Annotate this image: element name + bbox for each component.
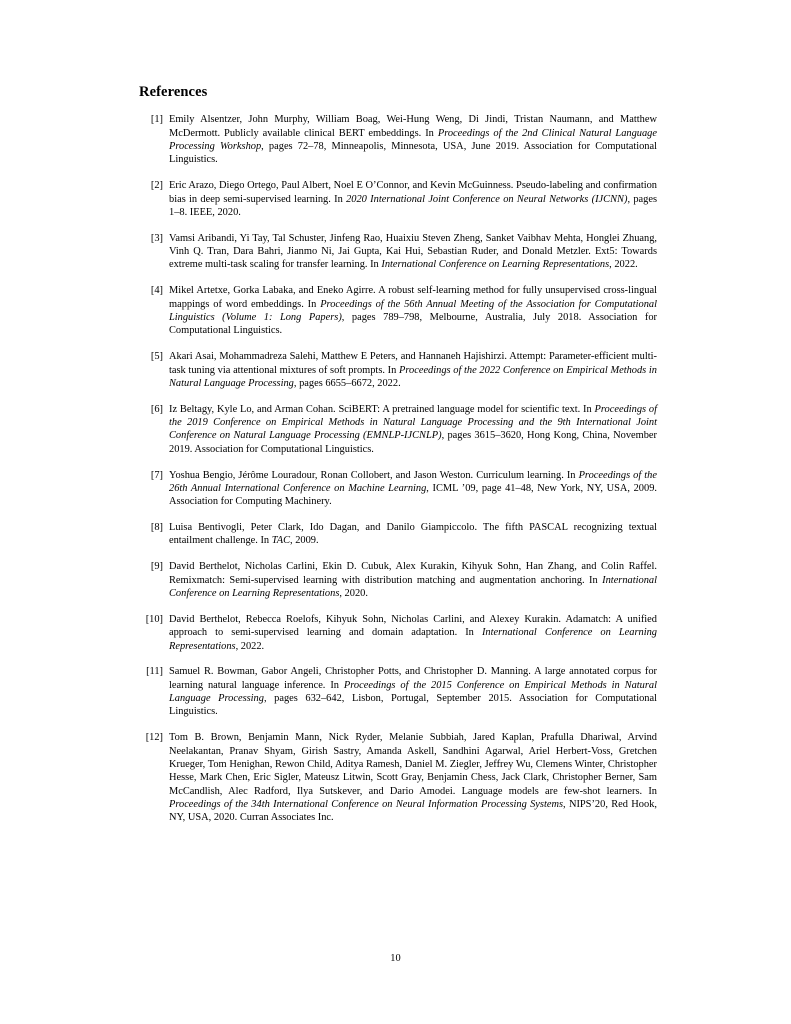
reference-entry — [139, 613, 657, 653]
reference-text — [169, 731, 657, 824]
reference-text — [169, 179, 657, 219]
reference-text-run: , pages 72–78, Minneapolis, Minnesota, USA, June 2019. Association for Computational Linguistics. — [169, 141, 657, 166]
reference-label: [11] — [146, 666, 163, 678]
reference-entry — [139, 665, 657, 718]
reference-text-run: Yoshua Bengio, Jérôme Louradour, Ronan Collobert, and Jason Weston. Curriculum learning. In — [169, 469, 579, 481]
reference-entry — [139, 560, 657, 600]
reference-venue: Proceedings of the 2015 Conference on Empirical Methods in Natural Language Processing — [169, 679, 657, 705]
reference-label: [12] — [145, 732, 163, 744]
reference-text — [169, 521, 657, 548]
reference-label: [10] — [145, 613, 163, 625]
reference-venue: TAC — [271, 535, 291, 547]
reference-text — [169, 469, 657, 509]
reference-venue: Proceedings of the 56th Annual Meeting of the Association for Computational Linguistics (Volume 1: Long Papers) — [169, 298, 658, 324]
references-list — [139, 113, 657, 824]
reference-label: [4] — [150, 285, 163, 297]
page-content — [139, 84, 657, 825]
reference-venue: Proceedings of the 34th International Conference on Neural Information Processing Systems — [169, 798, 564, 810]
reference-venue: International Conference on Learning Representations — [169, 574, 657, 600]
reference-text — [169, 350, 657, 390]
page-number: 10 — [390, 953, 401, 964]
reference-venue: International Conference on Learning Representations — [381, 259, 610, 271]
reference-text-run: Emily Alsentzer, John Murphy, William Boag, Wei-Hung Weng, Di Jindi, Tristan Naumann, and Matthew McDermott. Publicly available clinical BERT embeddings. In — [169, 114, 657, 139]
reference-text — [169, 403, 657, 456]
reference-text-run: , pages 789–798, Melbourne, Australia, July 2018. Association for Computational Linguistics. — [169, 312, 658, 337]
reference-text-run: , pages 632–642, Lisbon, Portugal, September 2015. Association for Computational Linguistics. — [169, 693, 657, 718]
reference-entry — [139, 403, 657, 456]
reference-label: [6] — [150, 403, 163, 415]
reference-text-run: , 2022. — [235, 640, 265, 652]
reference-text-run: , 2022. — [609, 259, 638, 271]
reference-venue: Proceedings of the 2022 Conference on Empirical Methods in Natural Language Processing — [169, 364, 658, 389]
reference-text-run: Mikel Artetxe, Gorka Labaka, and Eneko Agirre. A robust self-learning method for fully unsupervised cross-lingual mappings of word embeddings. In — [169, 285, 657, 310]
reference-label: [2] — [150, 180, 163, 192]
reference-label: [8] — [150, 522, 163, 534]
reference-text-run: Samuel R. Bowman, Gabor Angeli, Christopher Potts, and Christopher D. Manning. A large annotated corpus for learning natural language inference. In — [169, 666, 657, 691]
reference-text — [169, 613, 657, 653]
reference-venue: Proceedings of the 2019 Conference on Empirical Methods in Natural Language Processing and the 9th International Joint Conference on Natural Language Processing (EMNLP-IJCNLP) — [169, 403, 657, 442]
reference-text-run: , pages 6655–6672, 2022. — [293, 377, 401, 389]
reference-text-run: , pages 1–8. IEEE, 2020. — [169, 193, 657, 218]
reference-entry — [139, 469, 657, 509]
reference-entry — [139, 179, 657, 219]
reference-label: [1] — [150, 114, 163, 126]
reference-text — [169, 560, 657, 600]
reference-entry — [139, 284, 657, 337]
reference-entry — [139, 232, 657, 272]
reference-venue: International Conference on Learning Representations — [169, 627, 657, 652]
reference-text-run: Tom B. Brown, Benjamin Mann, Nick Ryder, Melanie Subbiah, Jared Kaplan, Prafulla Dhariwal, Arvind Neelakantan, Pranav Shyam, Girish Sastry, Amanda Askell, Sandhini Agarwal, Ariel Herbert-Voss, Gretchen Krueger, Tom Henighan, Rewon Child, Aditya Ramesh, Daniel M. Ziegler, Jeffrey Wu, Clemens Winter, Christopher Hesse, Mark Chen, Eric Sigler, Mateusz Litwin, Scott Gray, Benjamin Chess, Jack Clark, Christopher Berner, Sam McCandlish, Alec Radford, Ilya Sutskever, and Dario Amodei. Language models are few-shot learners. In — [169, 732, 657, 797]
reference-text-run: David Berthelot, Nicholas Carlini, Ekin D. Cubuk, Alex Kurakin, Kihyuk Sohn, Han Zhang, and Colin Raffel. Remixmatch: Semi-supervised learning with distribution matching and augmentation anchoring. In — [169, 561, 657, 586]
reference-entry — [139, 731, 657, 824]
page-title: References — [139, 84, 208, 100]
reference-text-run: Vamsi Aribandi, Yi Tay, Tal Schuster, Jinfeng Rao, Huaixiu Steven Zheng, Sanket Vaibhav Mehta, Honglei Zhuang, Vinh Q. Tran, Dara Bahri, Jianmo Ni, Jai Gupta, Kai Hui, Sebastian Ruder, and Donald Metzler. Ext5: Towards extreme multi-task scaling for transfer learning. In — [169, 232, 657, 271]
reference-text-run: Iz Beltagy, Kyle Lo, and Arman Cohan. SciBERT: A pretrained language model for scientific text. In — [169, 403, 595, 415]
reference-label: [5] — [150, 351, 163, 363]
reference-text — [169, 113, 657, 166]
reference-text — [169, 232, 657, 272]
reference-venue: Proceedings of the 2nd Clinical Natural Language Processing Workshop — [169, 127, 657, 153]
reference-label: [3] — [150, 232, 163, 244]
reference-venue: Proceedings of the 26th Annual International Conference on Machine Learning — [169, 469, 657, 494]
reference-label: [9] — [150, 561, 163, 573]
reference-entry — [139, 521, 657, 548]
reference-entry — [139, 113, 657, 166]
reference-text-run: David Berthelot, Rebecca Roelofs, Kihyuk Sohn, Nicholas Carlini, and Alexey Kurakin. Adamatch: A unified approach to semi-supervised learning and domain adaptation. In — [169, 613, 657, 639]
reference-text-run: , 2020. — [339, 588, 368, 600]
reference-label: [7] — [150, 469, 163, 481]
reference-text — [169, 284, 657, 337]
reference-text-run: , 2009. — [290, 535, 319, 547]
reference-text-run: , NIPS’20, Red Hook, NY, USA, 2020. Curran Associates Inc. — [169, 798, 657, 824]
reference-text-run: Eric Arazo, Diego Ortego, Paul Albert, Noel E O’Connor, and Kevin McGuinness. Pseudo-labeling and confirmation bias in deep semi-supervised learning. In — [169, 180, 657, 205]
reference-text-run: Akari Asai, Mohammadreza Salehi, Matthew E Peters, and Hannaneh Hajishirzi. Attempt: Parameter-efficient multi-task tuning via attentional mixtures of soft prompts. In — [169, 351, 657, 376]
reference-text-run: , pages 3615–3620, Hong Kong, China, November 2019. Association for Computational Linguistics. — [169, 430, 657, 455]
reference-entry — [139, 350, 657, 390]
reference-text-run: Luisa Bentivogli, Peter Clark, Ido Dagan, and Danilo Giampiccolo. The fifth PASCAL recognizing textual entailment challenge. In — [169, 522, 657, 547]
reference-venue: 2020 International Joint Conference on Neural Networks (IJCNN) — [346, 193, 628, 205]
reference-text — [169, 665, 657, 718]
reference-text-run: , ICML ’09, page 41–48, New York, NY, USA, 2009. Association for Computing Machinery. — [169, 482, 657, 508]
